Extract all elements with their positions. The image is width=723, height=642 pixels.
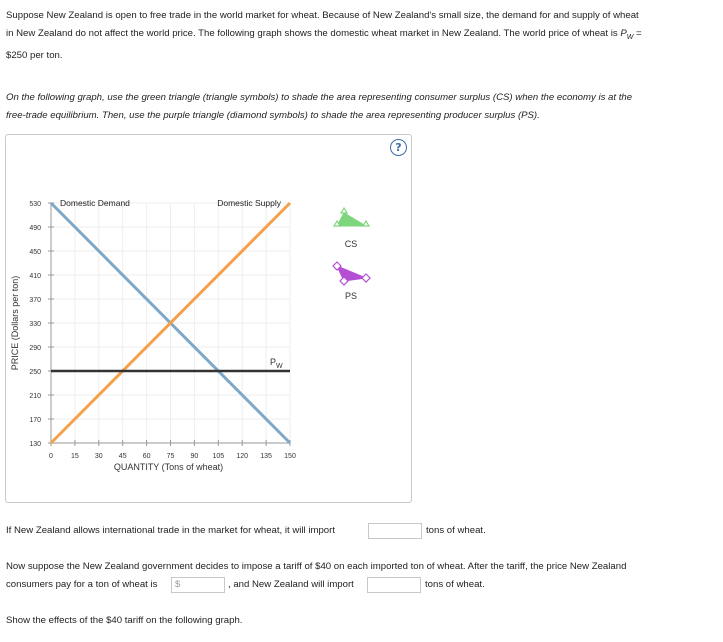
x-tick-label: 0 [49, 453, 53, 460]
y-tick-label: 450 [29, 249, 41, 256]
domestic-supply-label: Domestic Supply [217, 198, 281, 208]
x-tick-label: 15 [71, 453, 79, 460]
instructions-line-2: free-trade equilibrium. Then, use the purple triangle (diamond symbols) to shade the area representing producer surplus (PS). [6, 110, 540, 121]
q1-import-input[interactable] [368, 523, 422, 539]
q3-text: Show the effects of the $40 tariff on the following graph. [6, 615, 243, 626]
ps-label: PS [344, 291, 358, 301]
intro-line-3: $250 per ton. [6, 49, 63, 61]
x-tick-label: 135 [260, 453, 272, 460]
y-axis-label: PRICE (Dollars per ton) [10, 275, 20, 371]
world-price-equals: = [633, 28, 642, 39]
q2-line-1: Now suppose the New Zealand government decides to impose a tariff of $40 on each imported ton of wheat. After the tariff, the price New Zealand [6, 561, 627, 572]
instructions-line-1: On the following graph, use the green triangle (triangle symbols) to shade the area representing consumer surplus (CS) when the economy is at the [6, 92, 633, 103]
y-tick-label: 130 [29, 441, 41, 448]
q1-unit: tons of wheat. [426, 525, 486, 536]
y-tick-label: 490 [29, 225, 41, 232]
y-tick-label: 290 [29, 345, 41, 352]
dollar-sign: $ [175, 579, 181, 590]
cs-triangle-tool[interactable] [334, 208, 369, 226]
intro-line-1: Suppose New Zealand is open to free trade in the world market for wheat. Because of New Zealand's small size, the demand for and supply of wheat [6, 10, 639, 21]
x-tick-label: 120 [236, 453, 249, 460]
x-tick-label: 30 [94, 453, 103, 460]
intro-line-2-text: in New Zealand do not affect the world price. The following graph shows the domestic wheat market in New Zealand. The world price of wheat is [6, 28, 618, 39]
cs-handle-icon [341, 208, 347, 213]
x-tick-label: 90 [190, 453, 199, 460]
help-icon[interactable]: ? [390, 139, 407, 156]
q2-prefix: consumers pay for a ton of wheat is [6, 579, 158, 590]
x-tick-label: 45 [118, 453, 127, 460]
x-axis-label: QUANTITY (Tons of wheat) [113, 462, 224, 472]
y-tick-label: 250 [29, 369, 41, 376]
cs-label: CS [344, 239, 358, 249]
ps-triangle-tool[interactable] [333, 262, 370, 285]
x-tick-label: 105 [212, 453, 225, 460]
q2-mid: , and New Zealand will import [228, 579, 354, 590]
y-tick-label: 410 [29, 273, 41, 280]
y-tick-label: 170 [29, 417, 41, 424]
y-tick-label: 530 [29, 201, 41, 208]
ps-handle-icon [362, 274, 370, 282]
x-tick-label: 150 [284, 453, 296, 460]
q1-text: If New Zealand allows international trade in the market for wheat, it will import [6, 525, 335, 536]
y-tick-label: 370 [29, 297, 41, 304]
cs-handle-icon [363, 221, 369, 226]
world-price-label: $P_W$ [270, 357, 283, 370]
y-tick-label: 210 [29, 393, 41, 400]
y-tick-label: 330 [29, 321, 41, 328]
x-tick-label: 60 [142, 453, 151, 460]
q2-price-input[interactable] [171, 577, 225, 593]
domestic-demand-label: Domestic Demand [60, 198, 130, 208]
q2-import-input[interactable] [367, 577, 421, 593]
x-tick-label: 75 [166, 453, 175, 460]
q2-unit: tons of wheat. [425, 579, 485, 590]
world-price-symbol: $P_W$ [620, 28, 634, 41]
